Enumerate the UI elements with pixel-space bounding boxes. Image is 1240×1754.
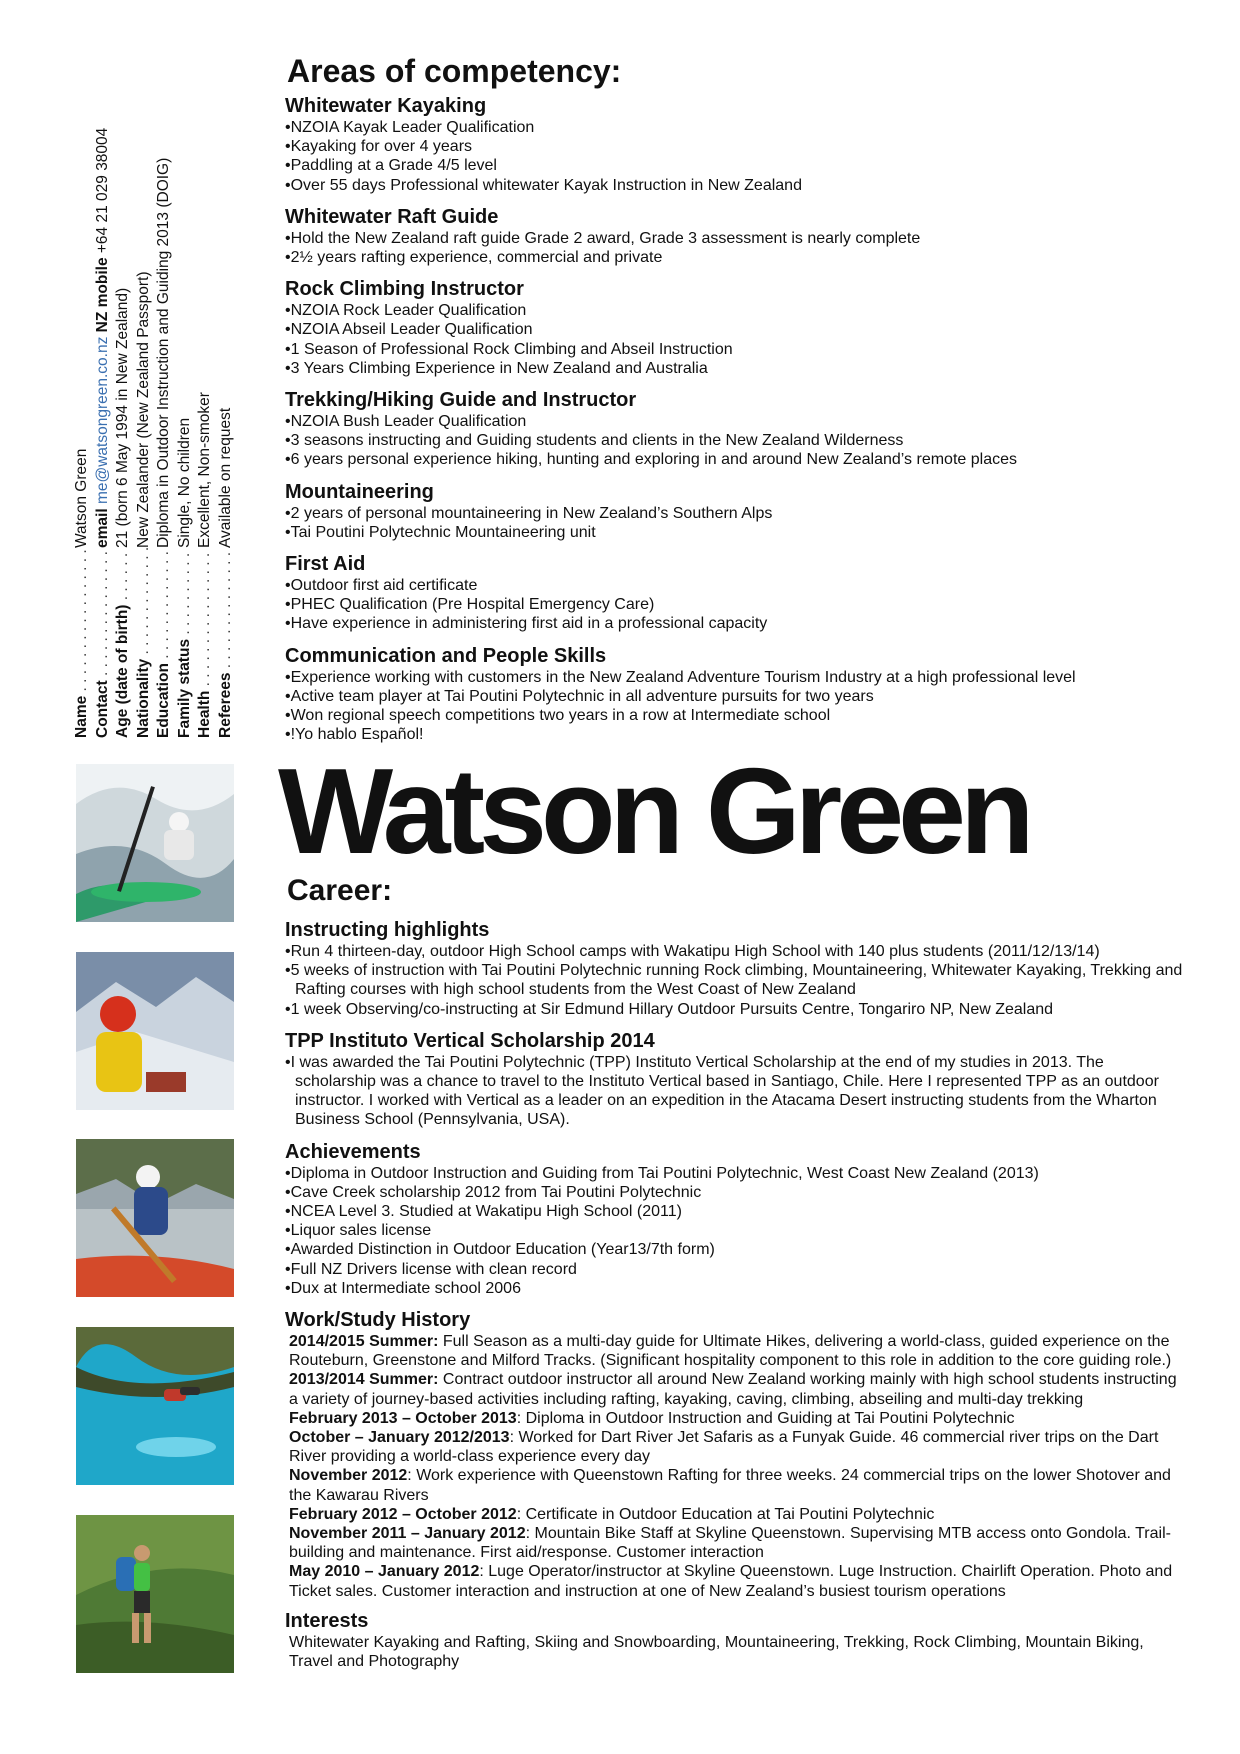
rock-climbing-instructor-list — [285, 301, 1185, 378]
list-item: • !Yo hablo Español! — [285, 725, 1185, 744]
areas-heading: Areas of competency: — [287, 53, 622, 89]
list-item: • Active team player at Tai Poutini Polytechnic in all adventure pursuits for two years — [285, 687, 1185, 706]
whitewater-raft-guide-list — [285, 229, 1185, 267]
list-item: • Have experience in administering first aid in a professional capacity — [285, 614, 1185, 633]
list-item: • Paddling at a Grade 4/5 level — [285, 156, 1185, 175]
list-item: • 3 seasons instructing and Guiding students and clients in the New Zealand Wilderness — [285, 431, 1185, 450]
history-text: : Diploma in Outdoor Instruction and Guiding at Tai Poutini Polytechnic — [516, 1409, 1015, 1427]
history-date: 2013/2014 Summer: — [289, 1371, 439, 1389]
email-link[interactable]: me@watsongreen.co.nz — [93, 336, 111, 505]
email-label: email — [93, 508, 111, 548]
history-text: : Mountain Bike Staff at Skyline Queenstown. Supervising MTB access onto Gondola. Trail-building and maintenance. First aid/response. Customer interaction — [289, 1525, 1171, 1562]
history-entry — [289, 1524, 1185, 1562]
rock-climbing-instructor-title: Rock Climbing Instructor — [285, 278, 524, 301]
interests-title: Interests — [285, 1609, 369, 1632]
career-section — [285, 874, 1185, 1671]
career-heading: Career: — [287, 874, 393, 907]
communication-and-people-skills-title: Communication and People Skills — [285, 644, 607, 667]
interests-text: Whitewater Kayaking and Rafting, Skiing and Snowboarding, Mountaineering, Trekking, Rock Climbing, Mountain Biking, Travel and Photography — [289, 1633, 1144, 1671]
list-item: • Cave Creek scholarship 2012 from Tai Poutini Polytechnic — [285, 1183, 1185, 1202]
nationality-label: Nationality . . . — [134, 548, 155, 738]
whitewater-kayaking-title: Whitewater Kayaking — [285, 95, 487, 117]
health-label: Health . . . — [195, 548, 216, 738]
kayaking-photo — [76, 764, 234, 922]
age-value: 21 (born 6 May 1994 in New Zealand) — [114, 287, 131, 548]
list-item: • Over 55 days Professional whitewater Kayak Instruction in New Zealand — [285, 176, 1185, 195]
mountaineering-title: Mountaineering — [285, 480, 434, 503]
communication-and-people-skills-list — [285, 668, 1185, 745]
work-history-list — [289, 1332, 1185, 1601]
achievements-title: Achievements — [285, 1140, 421, 1163]
history-text: Contract outdoor instructor all around New Zealand working mainly with high school students instructing a variety of journey-based activities including rafting, kayaking, caving, climbing, abseiling and multi-day trekking — [289, 1371, 1177, 1408]
nationality-value: New Zealander (New Zealand Passport) — [134, 271, 152, 548]
personal-details — [72, 18, 242, 738]
list-item: • Won regional speech competitions two years in a row at Intermediate school — [285, 706, 1185, 725]
contact-value — [93, 128, 114, 548]
list-item: • 2½ years rafting experience, commercial and private — [285, 248, 1185, 267]
history-text: : Work experience with Queenstown Rafting for three weeks. 24 commercial trips on the lower Shotover and the Kawarau Rivers — [289, 1467, 1171, 1504]
instructing-highlights-list — [285, 942, 1185, 1019]
history-entry — [289, 1332, 1185, 1370]
list-item: • Kayaking for over 4 years — [285, 137, 1185, 156]
list-item: • Awarded Distinction in Outdoor Education (Year13/7th form) — [285, 1240, 1185, 1259]
scholarship-title: TPP Instituto Vertical Scholarship 2014 — [285, 1029, 655, 1052]
list-item: • Full NZ Drivers license with clean record — [285, 1260, 1185, 1279]
list-item: • 1 Season of Professional Rock Climbing and Abseil Instruction — [285, 340, 1185, 359]
list-item: • Run 4 thirteen-day, outdoor High School camps with Wakatipu High School with 140 plus students (2011/12/13/14) — [285, 942, 1185, 961]
name-label: Name . . . — [72, 548, 93, 738]
list-item: • Tai Poutini Polytechnic Mountaineering unit — [285, 523, 1185, 542]
list-item: • NZOIA Rock Leader Qualification — [285, 301, 1185, 320]
history-entry — [289, 1466, 1185, 1504]
list-item: • 6 years personal experience hiking, hunting and exploring in and around New Zealand’s remote places — [285, 450, 1185, 469]
list-item: • 2 years of personal mountaineering in New Zealand’s Southern Alps — [285, 504, 1185, 523]
education-value: Diploma in Outdoor Instruction and Guiding 2013 (DOIG) — [155, 157, 172, 548]
name-value: Watson Green — [73, 448, 90, 548]
referees-label: Referees . . . — [216, 548, 237, 738]
family-status-value: Single, No children — [175, 417, 193, 548]
history-date: October – January 2012/2013 — [289, 1429, 510, 1447]
history-date: 2014/2015 Summer: — [289, 1333, 439, 1351]
mountaineering-photo — [76, 952, 234, 1110]
list-item: • I was awarded the Tai Poutini Polytechnic (TPP) Instituto Vertical Scholarship at the end of my studies in 2013. The scholarship was a chance to travel to the Instituto Vertical based in Santiago, Chile. Here I represented TPP as an outdoor instructor. I worked with Vertical as a leader on an expedition in the Atacama Desert instructing students from the Wharton Business School (Pennsylvania, USA). — [285, 1053, 1185, 1130]
history-text: : Certificate in Outdoor Education at Tai Poutini Polytechnic — [516, 1505, 935, 1523]
list-item: • Experience working with customers in the New Zealand Adventure Tourism Industry at a high professional level — [285, 668, 1185, 687]
list-item: • NZOIA Bush Leader Qualification — [285, 412, 1185, 431]
scholarship-list — [285, 1053, 1185, 1130]
mobile-label: NZ mobile — [93, 257, 111, 333]
first-aid-list — [285, 576, 1185, 634]
education-label: Education . . . — [154, 548, 175, 738]
history-date: November 2012 — [289, 1467, 408, 1485]
health-value: Excellent, Non-smoker — [196, 392, 213, 548]
list-item: • NZOIA Kayak Leader Qualification — [285, 118, 1185, 137]
family-status-label: Family status . . . — [175, 548, 196, 738]
history-entry — [289, 1505, 1185, 1524]
history-entry — [289, 1370, 1185, 1408]
list-item: • Hold the New Zealand raft guide Grade 2 award, Grade 3 assessment is nearly complete — [285, 229, 1185, 248]
history-entry — [289, 1409, 1185, 1428]
list-item: • 5 weeks of instruction with Tai Poutini Polytechnic running Rock climbing, Mountaineering, Whitewater Kayaking, Trekking and Rafting courses with high school students from the West Coast of New Zealand — [285, 961, 1185, 999]
work-history-title: Work/Study History — [285, 1309, 471, 1332]
history-date: May 2010 – January 2012 — [289, 1563, 480, 1581]
list-item: • Diploma in Outdoor Instruction and Guiding from Tai Poutini Polytechnic, West Coast New Zealand (2013) — [285, 1164, 1185, 1183]
mobile-number: +64 21 029 38004 — [93, 127, 111, 254]
instructing-highlights-title: Instructing highlights — [285, 919, 490, 941]
first-aid-title: First Aid — [285, 553, 366, 576]
climbing-photo — [76, 1327, 234, 1485]
list-item: • 1 week Observing/co-instructing at Sir Edmund Hillary Outdoor Pursuits Centre, Tongariro NP, New Zealand — [285, 1000, 1185, 1019]
history-entry — [289, 1428, 1185, 1466]
whitewater-raft-guide-title: Whitewater Raft Guide — [285, 205, 499, 228]
achievements-list — [285, 1164, 1185, 1298]
history-text: : Worked for Dart River Jet Safaris as a Funyak Guide. 46 commercial river trips on the Dart River providing a world-class experience every day — [289, 1429, 1159, 1466]
list-item: • PHEC Qualification (Pre Hospital Emergency Care) — [285, 595, 1185, 614]
history-date: November 2011 – January 2012 — [289, 1525, 526, 1543]
referees-value: Available on request — [216, 407, 234, 548]
rafting-photo — [76, 1139, 234, 1297]
list-item: • NCEA Level 3. Studied at Wakatipu High School (2011) — [285, 1202, 1185, 1221]
whitewater-kayaking-list — [285, 118, 1185, 195]
hiking-photo — [76, 1515, 234, 1673]
mountaineering-list — [285, 504, 1185, 542]
trekking-hiking-guide-and-instructor-list — [285, 412, 1185, 470]
areas-of-competency — [285, 52, 1185, 754]
history-entry — [289, 1562, 1185, 1600]
list-item: • 3 Years Climbing Experience in New Zealand and Australia — [285, 359, 1185, 378]
history-text: Full Season as a multi-day guide for Ultimate Hikes, delivering a world-class, guided experience on the Routeburn, Greenstone and Milford Tracks. (Significant hospitality component to this role in addition to the core guiding role.) — [289, 1333, 1172, 1370]
list-item: • NZOIA Abseil Leader Qualification — [285, 320, 1185, 339]
list-item: • Outdoor first aid certificate — [285, 576, 1185, 595]
history-text: : Luge Operator/instructor at Skyline Queenstown. Luge Instruction. Chairlift Operation. Photo and Ticket sales. Customer interaction and instruction at one of New Zealand’s busiest tourism operations — [289, 1563, 1173, 1600]
age-label: Age (date of birth) . . . — [113, 548, 134, 738]
contact-label: Contact . . . — [93, 548, 114, 738]
history-date: February 2013 – October 2013 — [289, 1409, 517, 1427]
name-heading: Watson Green — [278, 743, 1029, 879]
history-date: February 2012 – October 2012 — [289, 1505, 517, 1523]
list-item: • Dux at Intermediate school 2006 — [285, 1279, 1185, 1298]
list-item: • Liquor sales license — [285, 1221, 1185, 1240]
trekking-hiking-guide-and-instructor-title: Trekking/Hiking Guide and Instructor — [285, 389, 637, 412]
